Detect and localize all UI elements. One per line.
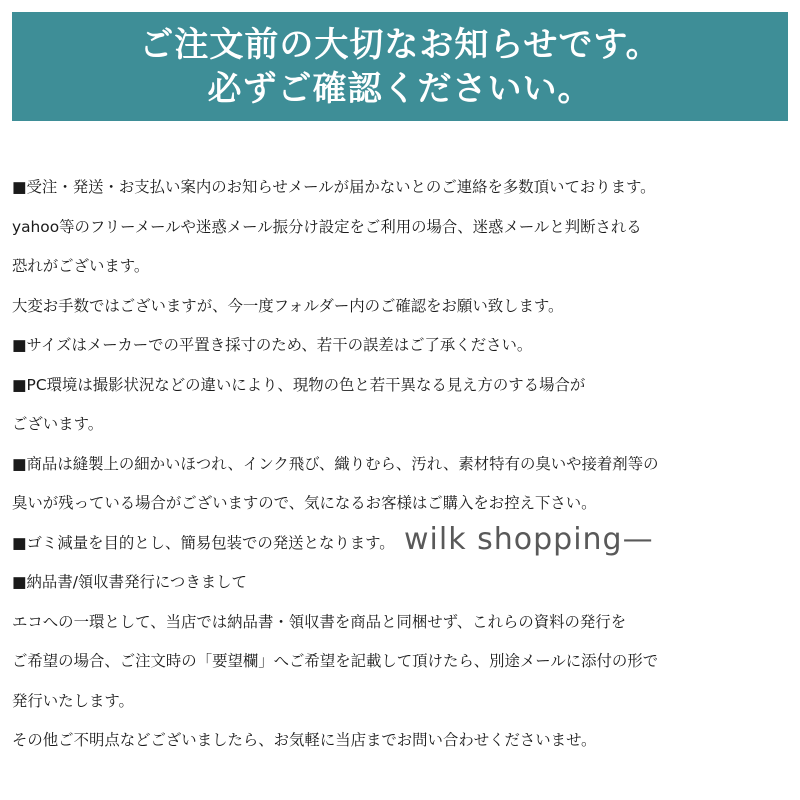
notice-line: エコへの一環として、当店では納品書・領収書を商品と同梱せず、これらの資料の発行を [12, 612, 627, 631]
banner-title-line-1: ご注文前の大切なお知らせです。 [139, 24, 661, 65]
notice-line: ■PC環境は撮影状況などの違いにより、現物の色と若干異なる見え方のする場合が [12, 375, 586, 394]
notice-line: その他ご不明点などございましたら、お気軽に当店までお問い合わせくださいませ。 [12, 731, 597, 749]
notice-header-banner [12, 12, 788, 121]
notice-line: ■ゴミ減量を目的とし、簡易包装での発送となります。 [12, 533, 395, 552]
notice-line: ございます。 [12, 415, 104, 433]
notice-line: 発行いたします。 [12, 691, 134, 710]
banner-title-line-2: 必ずご確認くださいい。 [207, 68, 593, 109]
notice-line: yahoo等のフリーメールや迷惑メール振分け設定をご利用の場合、迷惑メールと判断される [12, 217, 642, 236]
notice-line: 大変お手数ではございますが、今一度フォルダー内のご確認をお願い致します。 [12, 296, 564, 315]
notice-line: ■商品は縫製上の細かいほつれ、インク飛び、織りむら、汚れ、素材特有の臭いや接着剤等の [12, 454, 659, 473]
notice-line: ■納品書/領収書発行につきまして [12, 573, 247, 591]
shop-watermark: wilk shopping— [404, 522, 654, 557]
notice-body [12, 168, 792, 761]
notice-line: 恐れがございます。 [12, 257, 150, 275]
notice-line: ■受注・発送・お支払い案内のお知らせメールが届かないとのご連絡を多数頂いております。 [12, 178, 656, 196]
notice-line: 臭いが残っている場合がございますので、気になるお客様はご購入をお控え下さい。 [12, 494, 597, 512]
notice-line: ■サイズはメーカーでの平置き採寸のため、若干の誤差はご了承ください。 [12, 336, 533, 354]
notice-line: ご希望の場合、ご注文時の「要望欄」へご希望を記載して頂けたら、別途メールに添付の形で [12, 652, 659, 670]
